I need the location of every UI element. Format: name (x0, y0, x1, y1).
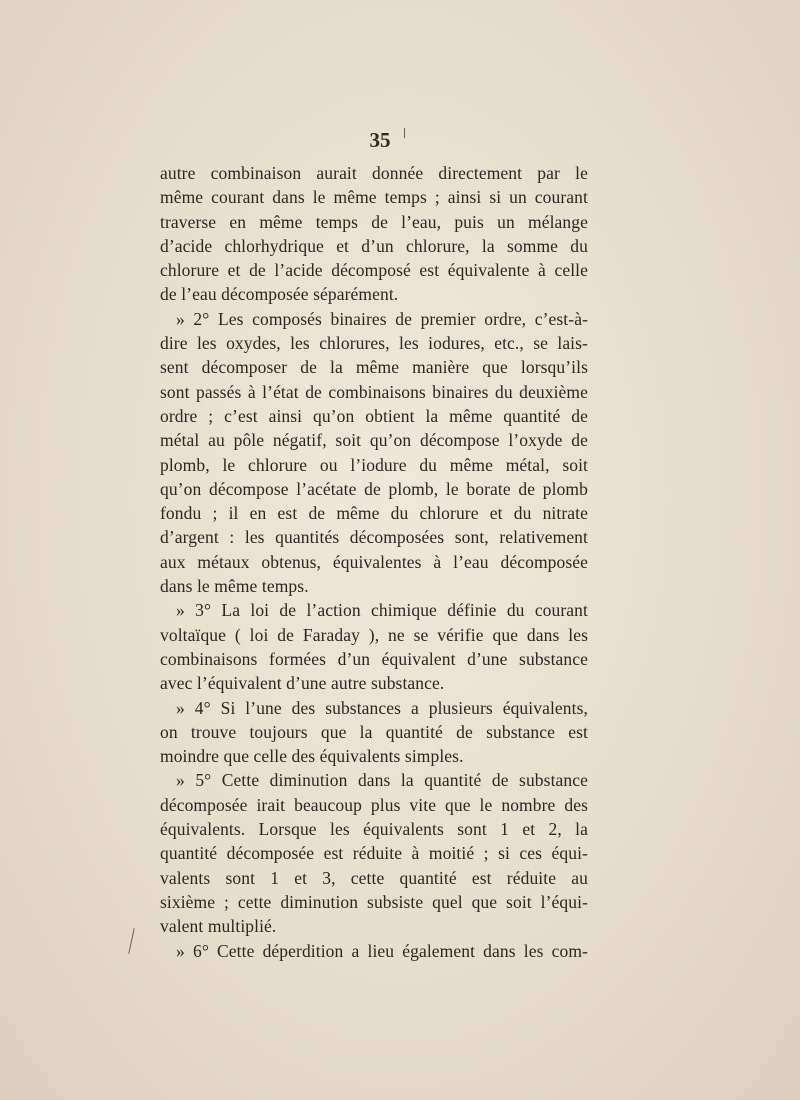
text-line: décomposée irait beaucoup plus vite que le nombre des (160, 794, 588, 815)
text-line: plomb, le chlorure ou l’iodure du même métal, soit (160, 454, 588, 475)
text-line: » 3° La loi de l’action chimique définie du courant (176, 600, 588, 621)
text-line: chlorure et de l’acide décomposé est équivalente à celle (160, 260, 588, 281)
text-line: aux métaux obtenus, équivalentes à l’eau décomposée (160, 551, 588, 572)
text-line: quantité décomposée est réduite à moitié ; si ces équi- (160, 843, 588, 864)
text-line: d’acide chlorhydrique et d’un chlorure, la somme du (160, 235, 588, 256)
text-line: » 6° Cette déperdition a lieu également dans les com- (176, 940, 588, 961)
text-line: de l’eau décomposée séparément. (160, 284, 399, 305)
text-line: » 4° Si l’une des substances a plusieurs équivalents, (176, 697, 588, 718)
body-text (160, 161, 588, 963)
text-line: ordre ; c’est ainsi qu’on obtient la même quantité de (160, 405, 588, 426)
text-line: dire les oxydes, les chlorures, les iodures, etc., se lais- (160, 333, 588, 354)
text-line: traverse en même temps de l’eau, puis un mélange (160, 211, 588, 232)
text-line: avec l’équivalent d’une autre substance. (160, 673, 445, 694)
text-line: » 5° Cette diminution dans la quantité de substance (176, 770, 588, 791)
text-line: sixième ; cette diminution subsiste quel que soit l’équi- (160, 891, 588, 912)
text-line: d’argent : les quantités décomposées sont, relativement (160, 527, 588, 548)
text-line: on trouve toujours que la quantité de substance est (160, 721, 588, 742)
text-line: » 2° Les composés binaires de premier ordre, c’est-à- (176, 308, 588, 329)
text-line: qu’on décompose l’acétate de plomb, le borate de plomb (160, 478, 588, 499)
text-line: moindre que celle des équivalents simples. (160, 746, 464, 767)
text-line: équivalents. Lorsque les équivalents sont 1 et 2, la (160, 819, 588, 840)
text-line: valents sont 1 et 3, cette quantité est réduite au (160, 867, 588, 888)
text-line: combinaisons formées d’un équivalent d’une substance (160, 648, 588, 669)
page-number: 35 (369, 128, 391, 152)
paper-blemish (404, 128, 405, 138)
text-line: fondu ; il en est de même du chlorure et du nitrate (160, 503, 588, 524)
text-line: sont passés à l’état de combinaisons binaires du deuxième (160, 381, 588, 402)
text-line: autre combinaison aurait donnée directement par le (160, 163, 588, 183)
text-line: même courant dans le même temps ; ainsi si un courant (160, 187, 588, 208)
text-line: sent décomposer de la même manière que lorsqu’ils (160, 357, 588, 378)
text-line: dans le même temps. (160, 576, 309, 597)
text-line: voltaïque ( loi de Faraday ), ne se vérifie que dans les (160, 624, 588, 645)
text-line: valent multiplié. (160, 916, 277, 937)
text-line: métal au pôle négatif, soit qu’on décompose l’oxyde de (160, 430, 588, 451)
